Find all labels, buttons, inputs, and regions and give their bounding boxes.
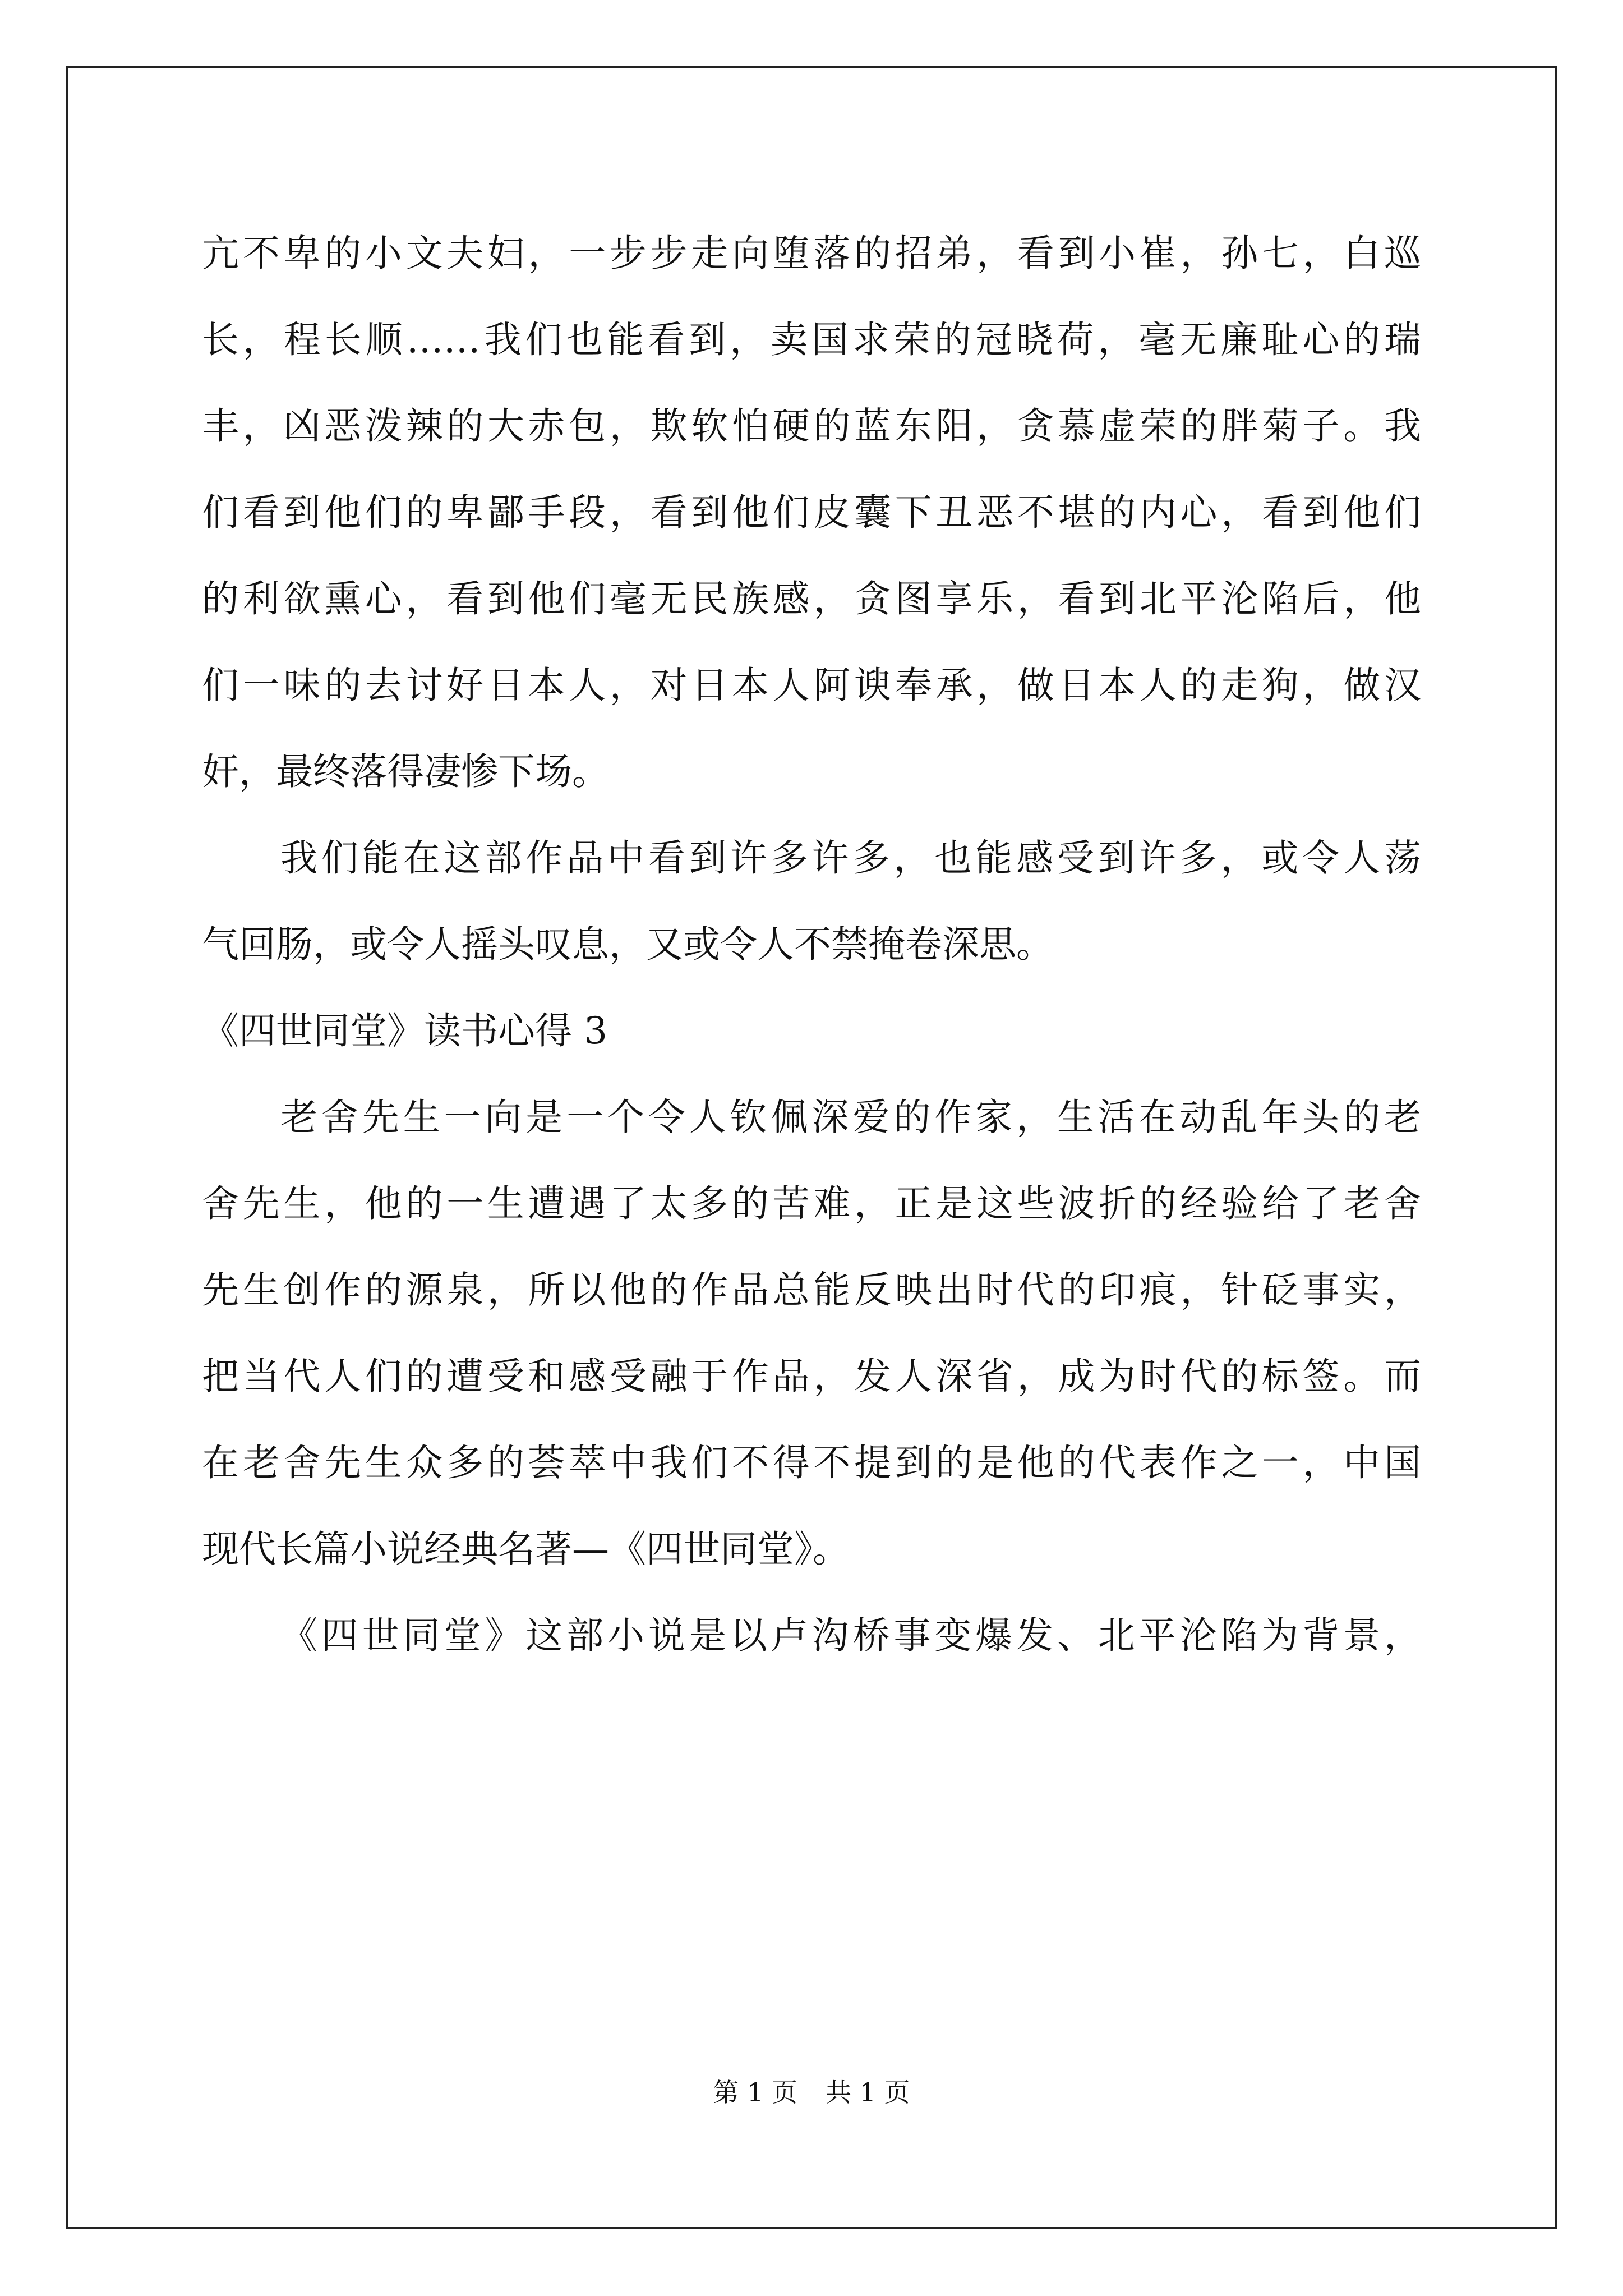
text-line-15: 在老舍先生众多的荟萃中我们不得不提到的是他的代表作之一，中国: [202, 1441, 1421, 1484]
text-line-9: 气回肠，或令人摇头叹息，又或令人不禁掩卷深思。: [202, 923, 1053, 966]
page-footer: [0, 2076, 1623, 2109]
text-line-17: 《四世同堂》这部小说是以卢沟桥事变爆发、北平沦陷为背景，: [280, 1614, 1421, 1657]
text-line-1: 亢不卑的小文夫妇，一步步走向堕落的招弟，看到小崔，孙七，白巡: [202, 232, 1421, 275]
text-line-3: 丰，凶恶泼辣的大赤包，欺软怕硬的蓝东阳，贪慕虚荣的胖菊子。我: [202, 404, 1421, 448]
page-total: 共 1 页: [826, 2077, 910, 2108]
text-line-8: 我们能在这部作品中看到许多许多，也能感受到许多，或令人荡: [280, 836, 1421, 880]
text-line-2: 长，程长顺……我们也能看到，卖国求荣的冠晓荷，毫无廉耻心的瑞: [202, 318, 1421, 361]
page-border: [66, 66, 1557, 2229]
text-line-7: 奸，最终落得凄惨下场。: [202, 750, 609, 793]
text-line-4: 们看到他们的卑鄙手段，看到他们皮囊下丑恶不堪的内心，看到他们: [202, 491, 1421, 534]
page-number: 第 1 页: [713, 2077, 797, 2108]
text-line-12: 舍先生，他的一生遭遇了太多的苦难，正是这些波折的经验给了老舍: [202, 1182, 1421, 1225]
text-line-13: 先生创作的源泉，所以他的作品总能反映出时代的印痕，针砭事实，: [202, 1268, 1421, 1312]
section-heading: 《四世同堂》读书心得 3: [202, 1009, 607, 1052]
text-line-11: 老舍先生一向是一个令人钦佩深爱的作家，生活在动乱年头的老: [280, 1096, 1421, 1139]
text-line-14: 把当代人们的遭受和感受融于作品，发人深省，成为时代的标签。而: [202, 1355, 1421, 1398]
text-line-5: 的利欲熏心，看到他们毫无民族感，贪图享乐，看到北平沦陷后，他: [202, 577, 1421, 620]
text-line-6: 们一味的去讨好日本人，对日本人阿谀奉承，做日本人的走狗，做汉: [202, 664, 1421, 707]
text-line-16: 现代长篇小说经典名著—《四世同堂》。: [202, 1527, 850, 1571]
